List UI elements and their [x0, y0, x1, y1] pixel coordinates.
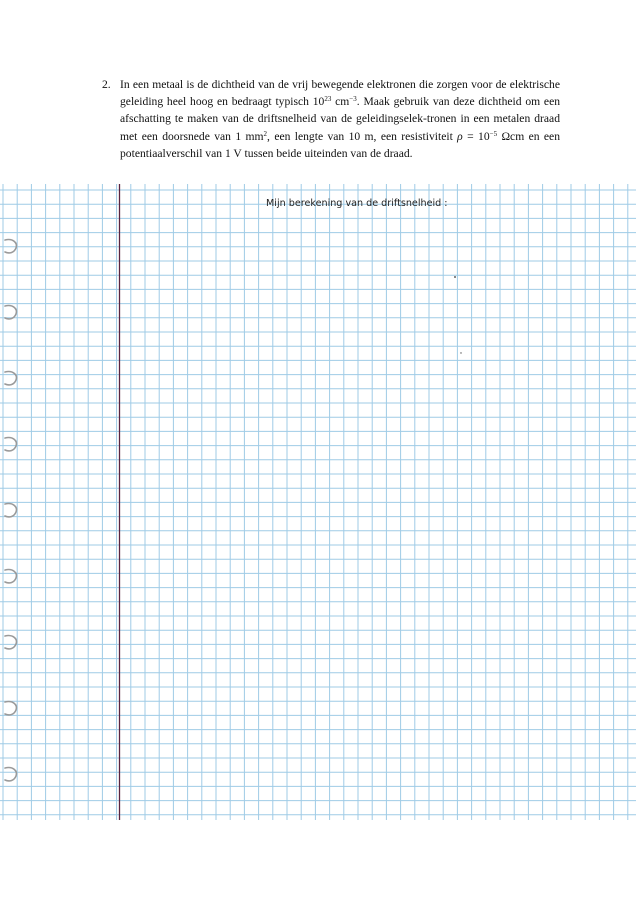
binder-hole-icon — [5, 372, 16, 385]
cm-exponent: −3 — [349, 95, 357, 104]
binder-hole-icon — [5, 636, 16, 649]
density-exponent: 23 — [324, 95, 332, 104]
binder-hole-icon — [5, 438, 16, 451]
question-number: 2. — [102, 78, 111, 91]
mm-exponent: 2 — [263, 129, 268, 138]
rho-symbol: ρ — [457, 129, 463, 143]
graph-paper-grid — [0, 184, 636, 820]
graph-paper[interactable] — [0, 184, 636, 820]
paper-caption: Mijn berekening van de driftsnelheid : — [266, 198, 448, 209]
question-text: In een metaal is de dichtheid van de vrij bewegende elektronen die zorgen voor de elektrische geleiding heel hoog en bedraagt typisch $10^{23}$ $cm^{-3}$. Maak gebruik van deze dichtheid om een afschatting te maken van de driftsnelheid van de geleidingselek-tronen in een metalen draad met een doorsnede van 1 $mm^2$, een lengte van 10 m, een resistiviteit $\rho = 10^{-5}$ Ωcm en een potentiaalverschil van 1 V tussen beide uiteinden van de draad. — [120, 78, 561, 160]
binder-hole-icon — [5, 768, 16, 781]
binder-hole-icon — [5, 306, 16, 319]
binder-hole-icon — [5, 240, 16, 253]
binder-hole-icon — [5, 504, 16, 517]
binder-hole-icon — [5, 570, 16, 583]
rho-exponent: −5 — [489, 129, 498, 138]
speck-mark — [454, 276, 456, 278]
binder-hole-icon — [5, 702, 16, 715]
speck-mark — [460, 352, 461, 353]
